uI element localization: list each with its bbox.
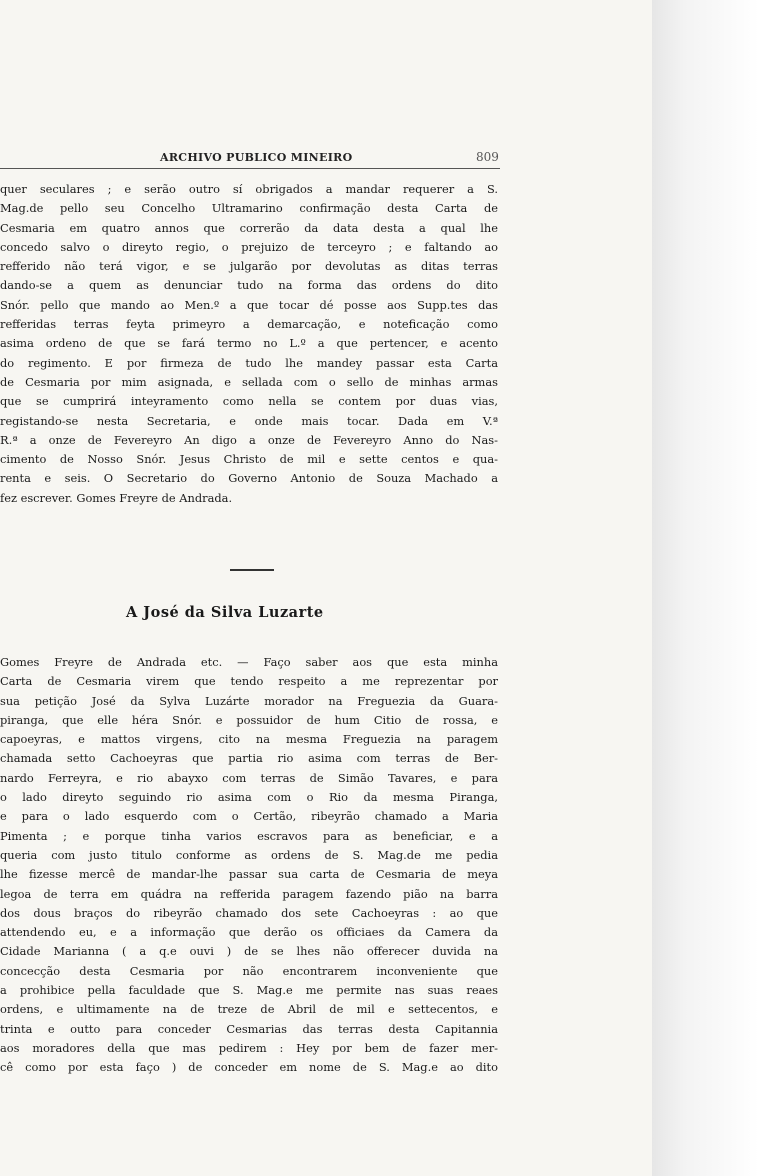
text-line: Mag.de pello seu Concelho Ultramarino confirmação desta Carta de — [0, 201, 498, 216]
text-line: registando-se nesta Secretaria, e onde mais tocar. Dada em V.ª — [0, 413, 498, 428]
section-heading: A José da Silva Luzarte — [126, 604, 324, 621]
text-line: legoa de terra em quádra na refferida paragem fazendo pião na barra — [0, 886, 498, 901]
text-line: refferido não terá vigor, e se julgarão por devolutas as ditas terras — [0, 259, 498, 274]
text-line: attendendo eu, e a informação que derão os officiaes da Camera da — [0, 925, 498, 940]
text-line: trinta e outto para conceder Cesmarias das terras desta Capitannia — [0, 1021, 498, 1036]
text-line: que se cumprirá inteyramento como nella se contem por duas vias, — [0, 394, 498, 409]
page-number: 809 — [476, 150, 499, 164]
text-line: queria com justo titulo conforme as ordens de S. Mag.de me pedia — [0, 847, 498, 862]
text-line: concedo salvo o direyto regio, o prejuizo de terceyro ; e faltando ao — [0, 239, 498, 254]
text-line: dos dous braços do ribeyrão chamado dos sete Cachoeyras : ao que — [0, 905, 498, 920]
text-line: quer seculares ; e serão outro sí obrigados a mandar requerer a S. — [0, 182, 498, 196]
text-line: cimento de Nosso Snór. Jesus Christo de mil e sette centos e qua- — [0, 452, 498, 467]
page-gutter — [652, 0, 759, 1176]
charter-text — [0, 653, 498, 1078]
charter-continuation-text — [0, 180, 498, 508]
text-line: a prohibice pella faculdade que S. Mag.e me permite nas suas reaes — [0, 983, 498, 998]
section-divider — [230, 569, 274, 571]
text-line: refferidas terras feyta primeyro a demarcação, e noteficação como — [0, 317, 498, 332]
text-line: piranga, que elle héra Snór. e possuidor de hum Citio de rossa, e — [0, 712, 498, 727]
text-line: Carta de Cesmaria virem que tendo respeito a me reprezentar por — [0, 674, 498, 689]
text-line: Gomes Freyre de Andrada etc. — Faço saber aos que esta minha — [0, 655, 498, 669]
text-line: asima ordeno de que se fará termo no L.º a que pertencer, e acento — [0, 336, 498, 351]
text-line: R.ª a onze de Fevereyro An digo a onze de Fevereyro Anno do Nas- — [0, 432, 498, 447]
text-line: o lado direyto seguindo rio asima com o Rio da mesma Piranga, — [0, 790, 498, 805]
text-line: capoeyras, e mattos virgens, cito na mesma Freguezia na paragem — [0, 732, 498, 747]
text-line: Pimenta ; e porque tinha varios escravos para as beneficiar, e a — [0, 828, 498, 843]
text-line: do regimento. E por firmeza de tudo lhe mandey passar esta Carta — [0, 355, 498, 370]
text-line: nardo Ferreyra, e rio abayxo com terras de Simão Tavares, e para — [0, 770, 498, 785]
text-line: renta e seis. O Secretario do Governo Antonio de Souza Machado a — [0, 471, 498, 486]
text-line: chamada setto Cachoeyras que partia rio asima com terras de Ber- — [0, 751, 498, 766]
text-line: de Cesmaria por mim asignada, e sellada com o sello de minhas armas — [0, 374, 498, 389]
header-rule — [0, 168, 500, 169]
text-line: sua petição José da Sylva Luzárte morador na Freguezia da Guara- — [0, 693, 498, 708]
text-line: Cesmaria em quatro annos que correrão da data desta a qual lhe — [0, 220, 498, 235]
text-line: Cidade Marianna ( a q.e ouvi ) de se lhes não offerecer duvida na — [0, 944, 498, 959]
text-line: dando-se a quem as denunciar tudo na forma das ordens do dito — [0, 278, 498, 293]
text-line: ordens, e ultimamente na de treze de Abril de mil e settecentos, e — [0, 1002, 498, 1017]
text-line: fez escrever. Gomes Freyre de Andrada. — [0, 490, 233, 505]
text-line: cê como por esta faço ) de conceder em nome de S. Mag.e ao dito — [0, 1060, 498, 1075]
running-header: ARCHIVO PUBLICO MINEIRO — [160, 151, 353, 164]
text-line: e para o lado esquerdo com o Certão, ribeyrão chamado a Maria — [0, 809, 498, 824]
text-line: aos moradores della que mas pedirem : Hey por bem de fazer mer- — [0, 1040, 498, 1055]
text-line: Snór. pello que mando ao Men.º a que tocar dé posse aos Supp.tes das — [0, 297, 498, 312]
text-line: concecção desta Cesmaria por não encontrarem inconveniente que — [0, 963, 498, 978]
text-line: lhe fizesse mercê de mandar-lhe passar sua carta de Cesmaria de meya — [0, 867, 498, 882]
